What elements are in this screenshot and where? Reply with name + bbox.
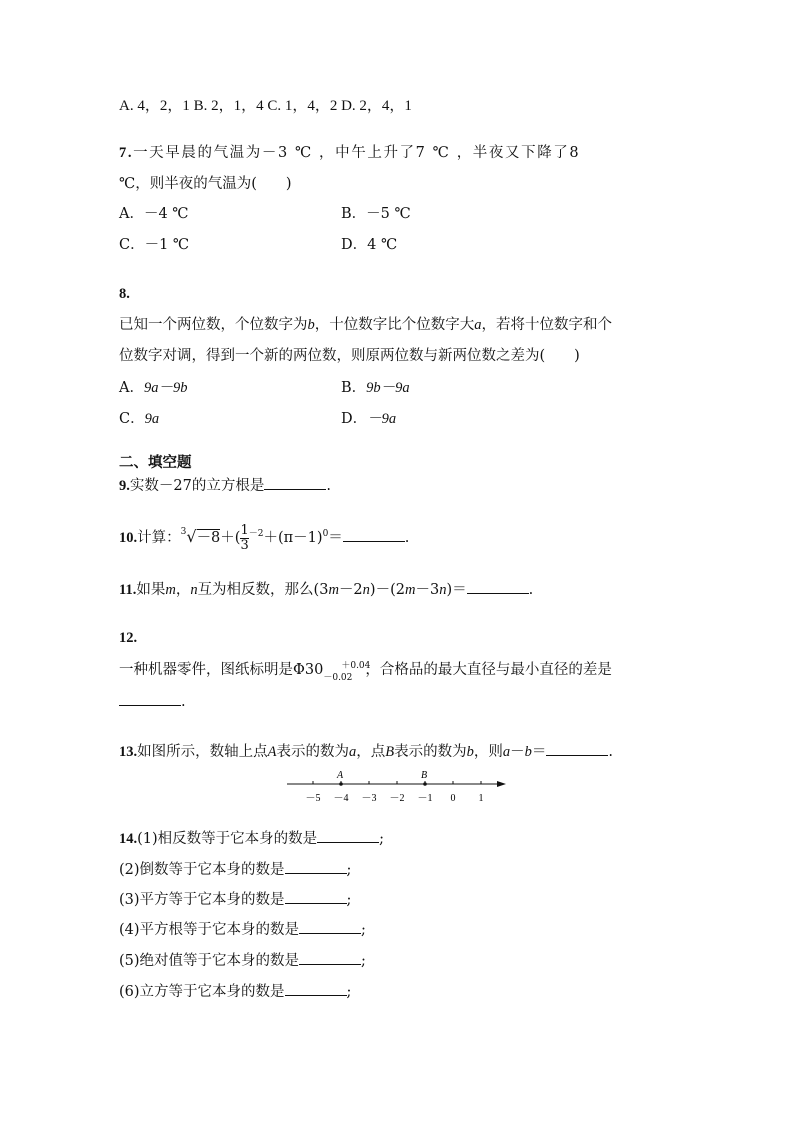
q11-t2: )－(2 xyxy=(369,582,405,598)
q13-number: 13. xyxy=(119,744,138,760)
q10-equals: ＝ xyxy=(328,530,343,546)
q14-item-4 xyxy=(119,919,366,940)
q8-option-c-text: 9a xyxy=(144,411,160,427)
q14-item-5-blank[interactable] xyxy=(299,950,361,965)
q14-number: 14. xyxy=(119,831,138,847)
q10-plus1: ＋( xyxy=(220,530,241,546)
q14-item-6-end: ; xyxy=(346,984,352,1000)
q14-item-4-blank[interactable] xyxy=(299,919,361,934)
q14-item-2-text: (2)倒数等于它本身的数是 xyxy=(119,862,285,878)
q13-var-a: a xyxy=(348,744,357,760)
tick-label: －2 xyxy=(389,793,405,804)
q9-blank[interactable] xyxy=(264,475,326,490)
q7-number: 7. xyxy=(119,145,134,161)
q13 xyxy=(119,741,613,762)
q11-t3: －3 xyxy=(415,582,440,598)
q12-line1 xyxy=(119,660,612,683)
q12-upper-tolerance: ＋0.04 xyxy=(341,661,371,671)
q8-var-a: a xyxy=(474,317,482,333)
q8-option-b xyxy=(341,378,410,398)
q10-radicand: －8 xyxy=(196,530,221,546)
q14-item-2 xyxy=(119,859,351,880)
q8-option-a-label: A． xyxy=(119,380,144,396)
q8-option-c-label: C． xyxy=(119,411,145,427)
q13-text-c: ，点 xyxy=(356,744,386,760)
q7-line1 xyxy=(119,143,580,163)
q10-fraction xyxy=(240,524,248,553)
q10-exponent: －2 xyxy=(248,529,264,540)
q10-end: . xyxy=(404,530,410,546)
point-a-label: A xyxy=(337,770,344,781)
q7-option-b: B．－5 ℃ xyxy=(341,206,411,222)
q14-item-1 xyxy=(119,828,384,849)
q13-point-b: B xyxy=(385,744,395,760)
q13-blank[interactable] xyxy=(546,741,608,756)
q12-lower-tolerance: －0.02 xyxy=(323,673,353,683)
q8-option-d xyxy=(341,409,396,429)
q11-end: . xyxy=(528,582,534,598)
tick-label: 0 xyxy=(450,793,456,804)
q14-item-4-text: (4)平方根等于它本身的数是 xyxy=(119,922,300,938)
q13-expr-b: b xyxy=(524,744,532,760)
q11-comma: ， xyxy=(175,582,191,598)
q11-var-n: n xyxy=(190,582,198,598)
q8-line1 xyxy=(119,315,612,335)
q9 xyxy=(119,475,331,496)
q14-item-3-blank[interactable] xyxy=(285,889,347,904)
q8-text-c: ，若将十位数字和个 xyxy=(481,317,612,333)
q9-text: 实数－27的立方根是 xyxy=(129,478,265,494)
q7-line2: ℃，则半夜的气温为( ) xyxy=(119,176,292,192)
q8-option-d-label: D． xyxy=(341,411,368,427)
q8-option-a xyxy=(119,378,187,398)
q14-item-6-text: (6)立方等于它本身的数是 xyxy=(119,984,285,1000)
q12-number: 12. xyxy=(119,630,138,646)
q11-var-m3: m xyxy=(404,582,416,598)
q14-item-5 xyxy=(119,950,366,971)
q10-plus2: ＋(π－1) xyxy=(263,530,323,546)
q10-prefix: 计算： xyxy=(137,530,181,546)
q12-end: . xyxy=(181,694,186,710)
q13-expr-a: a xyxy=(502,744,511,760)
q8-line2: 位数字对调，得到一个新的两位数，则原两位数与新两位数之差为( ) xyxy=(119,348,580,364)
q13-text-e: ，则 xyxy=(473,744,503,760)
q10-frac-den: 3 xyxy=(240,537,249,553)
q8-option-a-text: 9a－9b xyxy=(143,380,188,396)
q8-option-d-text: －9a xyxy=(367,411,397,427)
point-b-label: B xyxy=(421,770,428,781)
q14-item-1-text: (1)相反数等于它本身的数是 xyxy=(137,831,318,847)
q14-item-2-blank[interactable] xyxy=(285,859,347,874)
q13-end: . xyxy=(608,744,613,760)
radical-sign-icon: √ xyxy=(186,527,197,546)
q13-text-b: 表示的数为 xyxy=(276,744,349,760)
q8-text-b: ，十位数字比个位数字大 xyxy=(314,317,475,333)
q8-option-c xyxy=(119,409,159,429)
q14-item-5-end: ; xyxy=(361,953,366,969)
q12-line2 xyxy=(119,691,186,712)
q7-option-a: A．－4 ℃ xyxy=(119,206,189,222)
q11-var-n2: n xyxy=(362,582,370,598)
tick-label: －3 xyxy=(361,793,377,804)
q8-number: 8. xyxy=(119,286,130,302)
q13-equals: ＝ xyxy=(531,744,547,760)
q11-text-a: 如果 xyxy=(136,582,166,598)
q10-frac-num: 1 xyxy=(240,522,249,538)
q13-text-d: 表示的数为 xyxy=(394,744,467,760)
q9-end: . xyxy=(326,478,331,494)
q11-t4: )＝ xyxy=(446,582,467,598)
section-heading: 二、填空题 xyxy=(119,454,192,471)
point-b-dot xyxy=(423,782,427,786)
q14-item-5-text: (5)绝对值等于它本身的数是 xyxy=(119,953,300,969)
q14-item-4-end: ; xyxy=(361,922,366,938)
q13-point-a: A xyxy=(267,744,277,760)
q14-item-1-end: ; xyxy=(379,831,385,847)
tick-label: 1 xyxy=(478,793,484,804)
q11-var-m: m xyxy=(165,582,176,598)
q7-option-d: D．4 ℃ xyxy=(341,237,398,253)
tick-label: －5 xyxy=(305,793,321,804)
q10-root-index: 3 xyxy=(180,527,187,537)
q11-t1: －2 xyxy=(338,582,363,598)
q11 xyxy=(119,579,533,600)
q8-option-b-text: 9b－9a xyxy=(366,380,410,396)
q12-blank[interactable] xyxy=(119,691,181,706)
q7-option-c: C．－1 ℃ xyxy=(119,237,190,253)
q10-blank[interactable] xyxy=(343,527,405,542)
q6-options: A. 4，2，1 B. 2，1，4 C. 1，4，2 D. 2，4，1 xyxy=(119,98,412,114)
q10-number: 10. xyxy=(119,530,138,546)
q12-tolerance xyxy=(323,660,371,683)
q11-text-b: 互为相反数，那么(3 xyxy=(197,582,329,598)
q14-item-3 xyxy=(119,889,351,910)
q11-blank[interactable] xyxy=(467,579,529,594)
q8-var-b: b xyxy=(307,317,315,333)
q11-var-n3: n xyxy=(439,582,447,598)
q12-text-a: 一种机器零件，图纸标明是Φ30 xyxy=(119,662,324,678)
q13-text-a: 如图所示，数轴上点 xyxy=(137,744,268,760)
point-a-dot xyxy=(339,782,343,786)
q10 xyxy=(119,518,409,553)
q13-minus: － xyxy=(510,744,525,760)
q14-item-6-blank[interactable] xyxy=(285,981,347,996)
q8-option-b-label: B． xyxy=(341,380,367,396)
q8-text-a: 已知一个两位数，个位数字为 xyxy=(119,317,308,333)
q7-text1: 一天早晨的气温为－3 ℃ ，中午上升了7 ℃ ，半夜又下降了8 xyxy=(133,145,581,161)
axis-arrow-icon xyxy=(497,781,506,787)
q9-number: 9. xyxy=(119,478,130,494)
q14-item-2-end: ; xyxy=(346,862,352,878)
tick-label: －4 xyxy=(333,793,349,804)
q14-item-3-end: ; xyxy=(346,892,352,908)
tick-label: －1 xyxy=(417,793,433,804)
q10-exponent-zero: 0 xyxy=(322,529,329,540)
q14-item-3-text: (3)平方等于它本身的数是 xyxy=(119,892,285,908)
q12-text-b: ，合格品的最大直径与最小直径的差是 xyxy=(365,662,612,678)
q11-var-m2: m xyxy=(328,582,339,598)
number-line xyxy=(285,768,510,810)
q14-item-6 xyxy=(119,981,351,1002)
q13-var-b: b xyxy=(466,744,474,760)
q11-number: 11. xyxy=(119,582,137,598)
q14-item-1-blank[interactable] xyxy=(317,828,379,843)
